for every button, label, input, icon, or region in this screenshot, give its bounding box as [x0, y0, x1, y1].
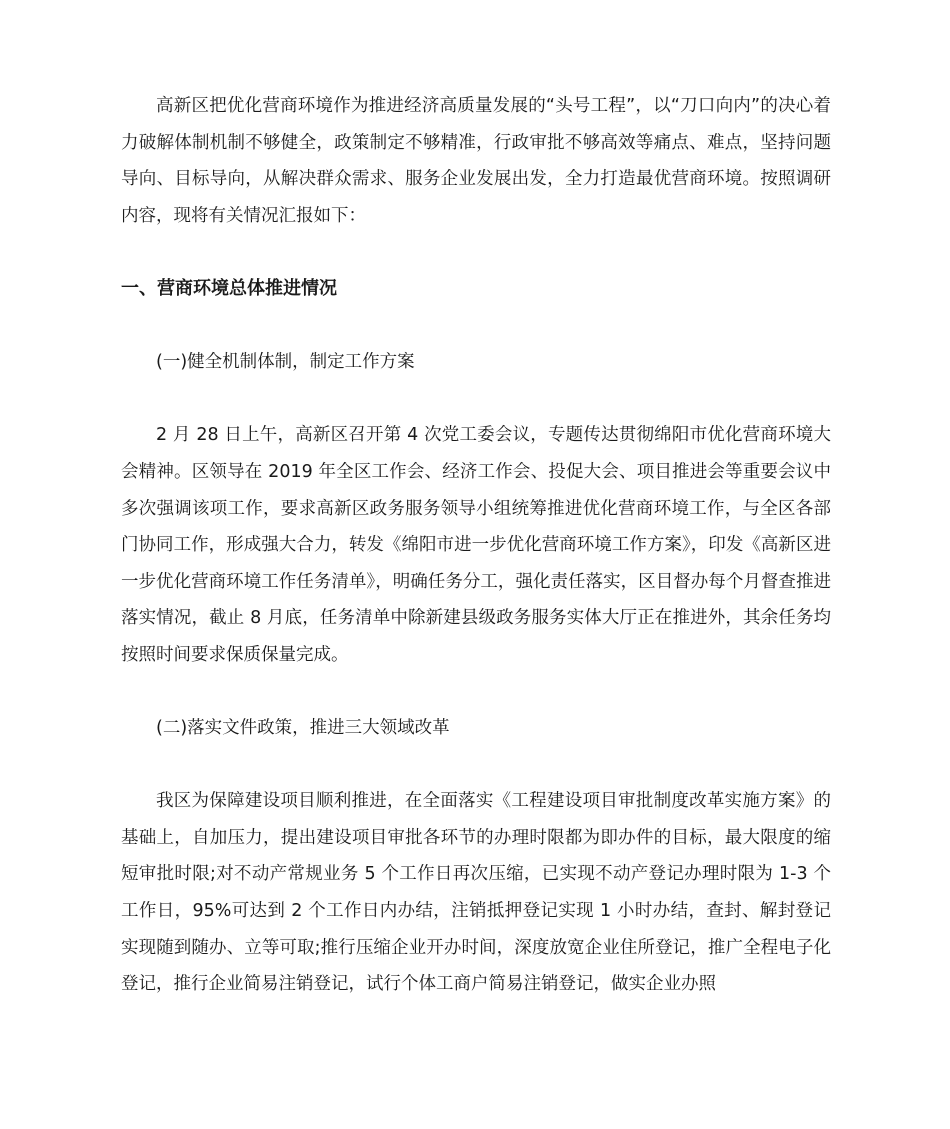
- subsection-heading-1: (一)健全机制体制，制定工作方案: [156, 352, 415, 373]
- subsection-heading-2: (二)落实文件政策，推进三大领域改革: [156, 718, 450, 739]
- spacer: [121, 308, 831, 345]
- spacer: [121, 381, 831, 418]
- subsection-2-paragraph: 我区为保障建设项目顺利推进，在全面落实《工程建设项目审批制度改革实施方案》的基础上，自加压力，提出建设项目审批各环节的办理时限都为即办件的目标，最大限度的缩短审批时限;对不动产常规业务 5 个工作日再次压缩，已实现不动产登记办理时限为 1-3 个工作日，95%可达到 2 个工作日内办结，注销抵押登记实现 1 小时办结，查封、解封登记实现随到随办、立等可取;推行压缩企业开办时间，深度放宽企业住所登记，推广全程电子化登记，推行企业简易注销登记，试行个体工商户简易注销登记，做实企业办照: [121, 791, 831, 995]
- spacer: [121, 747, 831, 784]
- spacer: [121, 234, 831, 271]
- document-body: [121, 88, 831, 1003]
- subsection-1-paragraph: 2 月 28 日上午，高新区召开第 4 次党工委会议，专题传达贯彻绵阳市优化营商环境大会精神。区领导在 2019 年全区工作会、经济工作会、投促大会、项目推进会等重要会议中多次强调该项工作，要求高新区政务服务领导小组统筹推进优化营商环境工作，与全区各部门协同工作，形成强大合力，转发《绵阳市进一步优化营商环境工作方案》，印发《高新区进一步优化营商环境工作任务清单》，明确任务分工，强化责任落实，区目督办每个月督查推进落实情况，截止 8 月底，任务清单中除新建县级政务服务实体大厅正在推进外，其余任务均按照时间要求保质保量完成。: [121, 425, 831, 665]
- section-heading: 一、营商环境总体推进情况: [121, 277, 337, 299]
- intro-paragraph: 高新区把优化营商环境作为推进经济高质量发展的“头号工程”，以“刀口向内”的决心着力破解体制机制不够健全，政策制定不够精准，行政审批不够高效等痛点、难点，坚持问题导向、目标导向，从解决群众需求、服务企业发展出发，全力打造最优营商环境。按照调研内容，现将有关情况汇报如下：: [121, 96, 831, 226]
- spacer: [121, 674, 831, 711]
